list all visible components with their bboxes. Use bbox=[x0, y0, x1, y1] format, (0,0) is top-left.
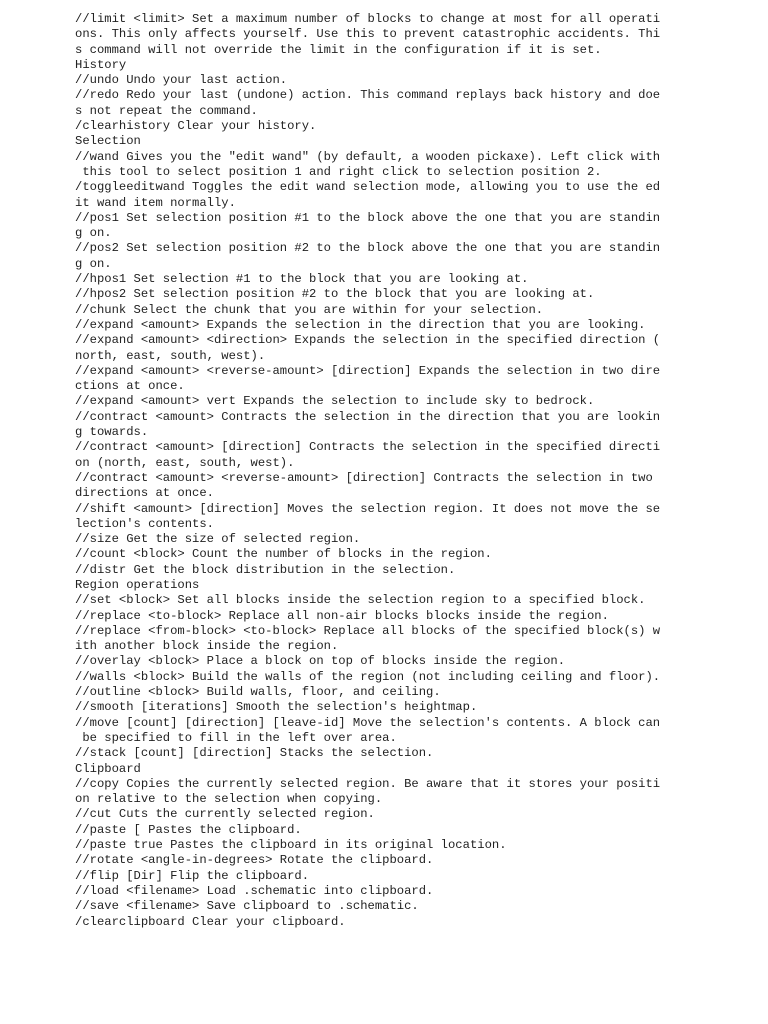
text-line: //expand <amount> Expands the selection in the direction that you are looking. bbox=[75, 317, 646, 332]
text-line: //outline <block> Build walls, floor, and ceiling. bbox=[75, 685, 441, 700]
text-line: //expand <amount> <direction> Expands the selection in the specified direction ( bbox=[75, 333, 661, 348]
text-line: g towards. bbox=[75, 425, 149, 440]
text-line: //size Get the size of selected region. bbox=[75, 532, 361, 547]
text-line: //rotate <angle-in-degrees> Rotate the clipboard. bbox=[75, 853, 434, 868]
text-line: //contract <amount> [direction] Contracts the selection in the specified directi bbox=[75, 440, 661, 455]
text-line: /clearclipboard Clear your clipboard. bbox=[75, 914, 346, 929]
text-line: //copy Copies the currently selected region. Be aware that it stores your positi bbox=[75, 776, 661, 791]
text-line: //undo Undo your last action. bbox=[75, 73, 288, 88]
text-line: //limit <limit> Set a maximum number of blocks to change at most for all operati bbox=[75, 12, 661, 26]
text-line: on relative to the selection when copying. bbox=[75, 792, 383, 807]
text-line: //count <block> Count the number of blocks in the region. bbox=[75, 547, 492, 562]
text-line: this tool to select position 1 and right click to selection position 2. bbox=[75, 164, 602, 179]
text-line: //replace <from-block> <to-block> Replace all blocks of the specified block(s) w bbox=[75, 623, 661, 638]
text-line: //contract <amount> <reverse-amount> [direction] Contracts the selection in two bbox=[75, 470, 653, 485]
text-line: //smooth [iterations] Smooth the selection's heightmap. bbox=[75, 700, 478, 715]
text-line: //paste true Pastes the clipboard in its original location. bbox=[75, 838, 507, 853]
text-line: ith another block inside the region. bbox=[75, 639, 339, 654]
text-line: //shift <amount> [direction] Moves the selection region. It does not move the se bbox=[75, 501, 661, 516]
text-line: s not repeat the command. bbox=[75, 103, 258, 118]
text-line: //set <block> Set all blocks inside the selection region to a specified block. bbox=[75, 593, 646, 608]
text-line: //redo Redo your last (undone) action. This command replays back history and doe bbox=[75, 88, 661, 103]
text-line: History bbox=[75, 57, 127, 72]
text-line: //paste [ Pastes the clipboard. bbox=[75, 822, 302, 837]
text-line: //walls <block> Build the walls of the region (not including ceiling and floor). bbox=[75, 669, 661, 684]
text-line: be specified to fill in the left over area. bbox=[75, 730, 397, 745]
text-line: it wand item normally. bbox=[75, 195, 236, 210]
text-line: ctions at once. bbox=[75, 379, 185, 394]
text-line: //pos2 Set selection position #2 to the block above the one that you are standin bbox=[75, 241, 661, 256]
text-line: //replace <to-block> Replace all non-air blocks blocks inside the region. bbox=[75, 608, 609, 623]
text-line: //stack [count] [direction] Stacks the selection. bbox=[75, 746, 434, 761]
text-line: lection's contents. bbox=[75, 516, 214, 531]
text-line: /clearhistory Clear your history. bbox=[75, 119, 317, 134]
text-line: //load <filename> Load .schematic into clipboard. bbox=[75, 883, 434, 898]
text-line: //wand Gives you the "edit wand" (by default, a wooden pickaxe). Left click with bbox=[75, 149, 661, 164]
command-reference-text bbox=[75, 12, 685, 930]
text-line: //flip [Dir] Flip the clipboard. bbox=[75, 868, 310, 883]
text-line: //move [count] [direction] [leave-id] Move the selection's contents. A block can bbox=[75, 715, 661, 730]
text-line: //expand <amount> vert Expands the selection to include sky to bedrock. bbox=[75, 394, 595, 409]
text-line: //distr Get the block distribution in the selection. bbox=[75, 562, 456, 577]
text-line: g on. bbox=[75, 226, 112, 241]
text-line: directions at once. bbox=[75, 486, 214, 501]
text-line: //chunk Select the chunk that you are within for your selection. bbox=[75, 302, 544, 317]
text-line: s command will not override the limit in the configuration if it is set. bbox=[75, 42, 602, 57]
text-line: on (north, east, south, west). bbox=[75, 455, 295, 470]
text-line: //pos1 Set selection position #1 to the block above the one that you are standin bbox=[75, 210, 661, 225]
text-line: ons. This only affects yourself. Use this to prevent catastrophic accidents. Thi bbox=[75, 27, 661, 42]
text-line: //save <filename> Save clipboard to .schematic. bbox=[75, 899, 419, 914]
text-line: //contract <amount> Contracts the selection in the direction that you are lookin bbox=[75, 409, 661, 424]
text-line: //expand <amount> <reverse-amount> [direction] Expands the selection in two dire bbox=[75, 363, 661, 378]
text-line: //cut Cuts the currently selected region. bbox=[75, 807, 375, 822]
text-line: //hpos2 Set selection position #2 to the block that you are looking at. bbox=[75, 287, 595, 302]
text-line: Selection bbox=[75, 134, 141, 149]
text-line: g on. bbox=[75, 256, 112, 271]
text-line: north, east, south, west). bbox=[75, 348, 266, 363]
text-line: /toggleeditwand Toggles the edit wand selection mode, allowing you to use the ed bbox=[75, 180, 661, 195]
text-line: //overlay <block> Place a block on top of blocks inside the region. bbox=[75, 654, 566, 669]
text-line: Clipboard bbox=[75, 761, 141, 776]
text-line: //hpos1 Set selection #1 to the block that you are looking at. bbox=[75, 272, 529, 287]
text-line: Region operations bbox=[75, 577, 200, 592]
